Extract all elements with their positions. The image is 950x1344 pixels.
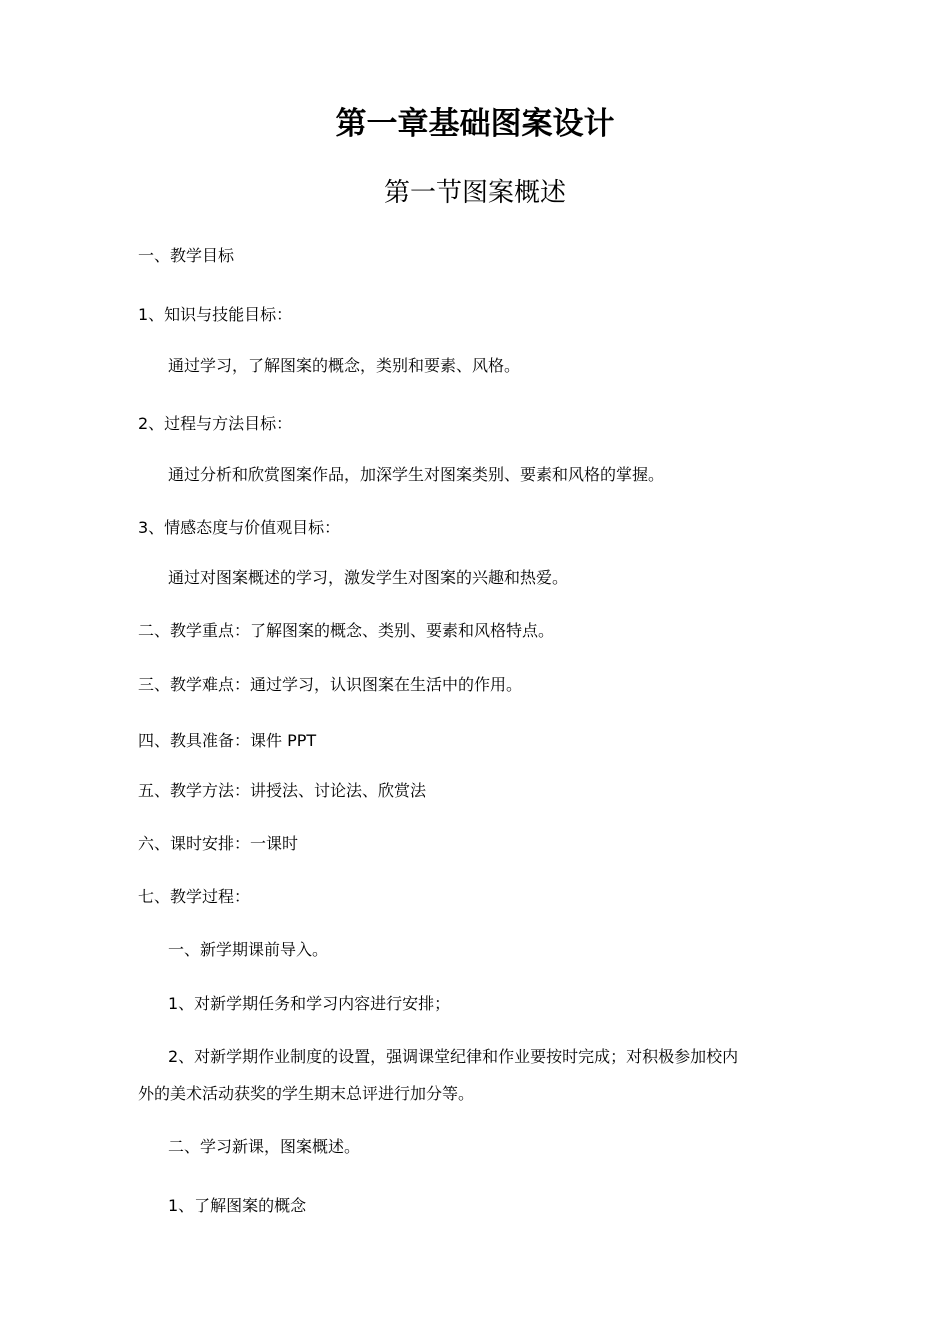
page-title: 第一章基础图案设计 bbox=[335, 106, 615, 142]
section-title bbox=[0, 174, 950, 212]
process-intro-item-2-cont: 外的美术活动获奖的学生期末总评进行加分等。 bbox=[138, 1084, 475, 1103]
teaching-tools: 四、教具准备：课件 PPT bbox=[138, 731, 317, 750]
section-title-lead: 第一节 bbox=[383, 178, 462, 208]
class-schedule: 六、课时安排：一课时 bbox=[138, 834, 299, 853]
goal-knowledge-heading: 1、知识与技能目标： bbox=[138, 305, 293, 324]
teaching-methods: 五、教学方法：讲授法、讨论法、欣赏法 bbox=[138, 781, 427, 800]
process-intro-item-1: 1、对新学期任务和学习内容进行安排； bbox=[168, 994, 451, 1013]
section-title-main: 图案概述 bbox=[462, 178, 567, 208]
goal-attitude-text: 通过对图案概述的学习，激发学生对图案的兴趣和热爱。 bbox=[168, 568, 569, 587]
heading-teaching-goals: 一、教学目标 bbox=[138, 246, 235, 265]
goal-process-text: 通过分析和欣赏图案作品，加深学生对图案类别、要素和风格的掌握。 bbox=[168, 465, 665, 484]
teaching-difficulty: 三、教学难点：通过学习，认识图案在生活中的作用。 bbox=[138, 675, 523, 694]
goal-process-heading: 2、过程与方法目标： bbox=[138, 414, 293, 433]
goal-attitude-heading: 3、情感态度与价值观目标： bbox=[138, 518, 341, 537]
process-intro-item-2: 2、对新学期作业制度的设置，强调课堂纪律和作业要按时完成；对积极参加校内 bbox=[168, 1047, 739, 1066]
process-new-lesson-item-1: 1、了解图案的概念 bbox=[168, 1196, 307, 1215]
process-intro-heading: 一、新学期课前导入。 bbox=[168, 940, 329, 959]
teaching-focus: 二、教学重点：了解图案的概念、类别、要素和风格特点。 bbox=[138, 621, 555, 640]
goal-knowledge-text: 通过学习，了解图案的概念，类别和要素、风格。 bbox=[168, 356, 521, 375]
process-new-lesson-heading: 二、学习新课，图案概述。 bbox=[168, 1137, 361, 1156]
teaching-process-heading: 七、教学过程： bbox=[138, 887, 251, 906]
